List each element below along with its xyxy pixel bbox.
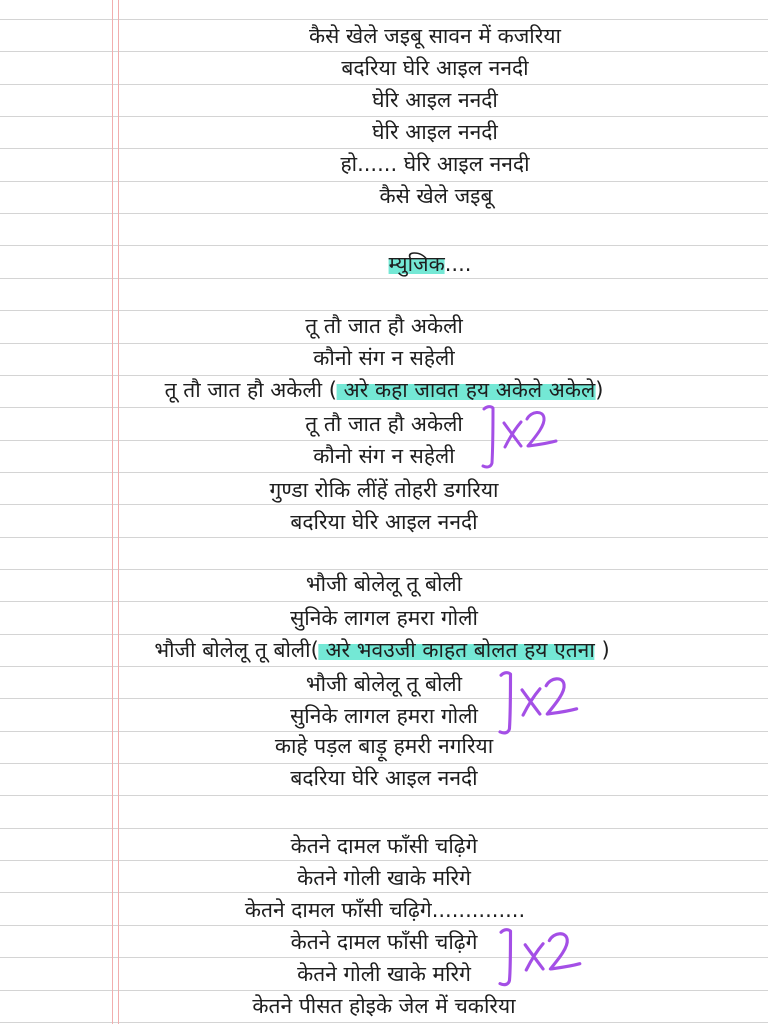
lyric-line: काहे पड़ल बाड़ू हमरी नगरिया [274,734,494,758]
highlighted-text: अरे भवउजी काहत बोलत हय एतना [318,638,595,662]
lyric-line: केतने पीसत होइके जेल में चकरिया [252,994,516,1018]
lyric-line: हो...... घेरि आइल ननदी [340,152,530,176]
lyric-text: ) [594,638,610,662]
music-cue-line [389,250,472,278]
lyric-line: कौनो संग न सहेली [313,444,455,468]
lyric-line: बदरिया घेरि आइल ननदी [341,56,529,80]
lyric-line: केतने दामल फाँसी चढ़िगे [290,930,478,954]
lyric-text: भौजी बोलेलू तू बोली( [154,638,319,662]
lyric-line: बदरिया घेरि आइल ननदी [290,510,478,534]
lyric-line-highlighted [154,636,609,664]
lyric-line: केतने दामल फाँसी चढ़िगे.............. [244,898,526,922]
lyric-line: कौनो संग न सहेली [313,346,455,370]
lyric-text: .... [444,252,472,276]
highlighted-text: अरे कहा जावत हय अकेले अकेले [336,378,596,402]
lyric-line: केतने दामल फाँसी चढ़िगे [290,834,478,858]
lyric-line: कैसे खेले जइबू [379,184,493,208]
lyric-line: कैसे खेले जइबू सावन में कजरिया [309,24,561,48]
lyric-line: भौजी बोलेलू तू बोली [305,672,463,696]
lyric-line: तू तौ जात हौ अकेली [305,314,463,338]
highlighted-text: म्युजिक [388,252,445,276]
lyric-line: घेरि आइल ननदी [372,120,498,144]
lyric-line: सुनिके लागल हमरा गोली [290,606,478,630]
lyric-line: सुनिके लागल हमरा गोली [290,704,478,728]
lyric-line-highlighted [165,376,604,404]
lyric-line: तू तौ जात हौ अकेली [305,412,463,436]
lyric-line: केतने गोली खाके मरिगे [297,866,471,890]
lyric-line: केतने गोली खाके मरिगे [297,962,471,986]
lyric-text: तू तौ जात हौ अकेली ( [164,378,337,402]
lyric-line: गुण्डा रोकि लींहें तोहरी डगरिया [269,478,499,502]
lyric-text: ) [595,378,604,402]
lyric-line: बदरिया घेरि आइल ननदी [290,766,478,790]
lyric-line: घेरि आइल ननदी [372,88,498,112]
lyric-line: भौजी बोलेलू तू बोली [305,572,463,596]
